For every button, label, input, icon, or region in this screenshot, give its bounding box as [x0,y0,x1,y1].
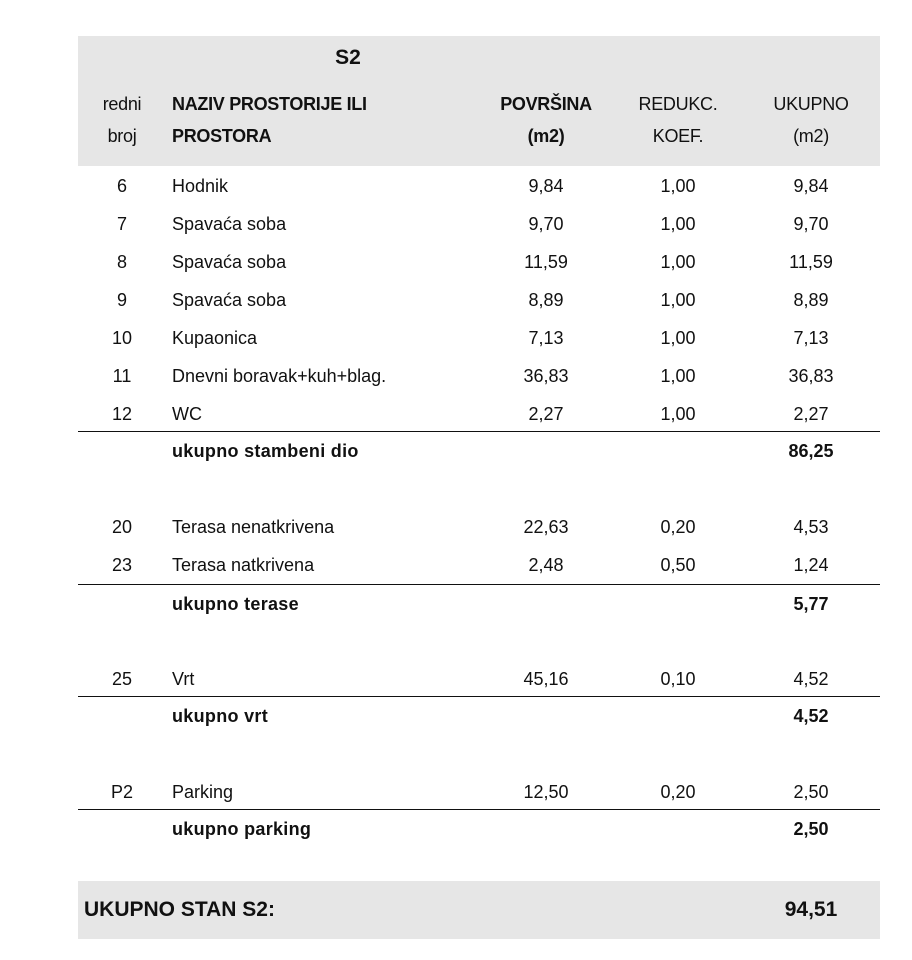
row-number: P2 [110,782,134,802]
room-name: Dnevni boravak+kuh+blag. [172,366,387,386]
row-number: 20 [111,517,133,537]
row-number: 12 [111,404,133,424]
table-row [78,319,880,357]
room-name: Hodnik [172,176,229,196]
subtotal-value: 2,50 [793,819,829,839]
room-area: 8,89 [528,290,564,310]
table-row [78,167,880,205]
row-number: 9 [116,290,127,310]
header-povrsina [482,88,610,152]
reduction-coef: 0,50 [660,555,696,575]
row-number: 8 [116,252,127,272]
room-name: Kupaonica [172,328,258,348]
header-ukupno [751,88,871,152]
room-name: Vrt [172,669,195,689]
room-area: 11,59 [524,252,568,272]
grand-total-label: UKUPNO STAN S2: [84,898,275,921]
title-band [78,36,880,81]
reduction-coef: 0,20 [660,782,696,802]
header-tot-line1: UKUPNO [773,94,849,114]
room-area: 2,48 [528,555,564,575]
header-red-line2: KOEF. [652,126,704,146]
row-total: 4,52 [793,669,829,689]
header-area-line2: (m2) [527,126,565,146]
reduction-coef: 1,00 [660,404,696,424]
table-row [78,508,880,546]
subtotal-row-terase [78,584,880,623]
subtotal-row-vrt [78,696,880,735]
reduction-coef: 1,00 [660,290,696,310]
row-number: 23 [111,555,133,575]
room-area: 45,16 [523,669,569,689]
room-area: 12,50 [523,782,569,802]
row-total: 1,24 [793,555,829,575]
table-title: S2 [335,46,361,69]
row-total: 9,70 [793,214,829,234]
room-name: Parking [172,782,234,802]
header-name-line1: NAZIV PROSTORIJE ILI [172,94,367,114]
table-row [78,357,880,395]
row-total: 4,53 [793,517,829,537]
header-naziv [172,88,367,152]
table-row [78,773,880,811]
room-area: 7,13 [528,328,564,348]
subtotal-value: 86,25 [788,441,834,461]
row-number: 25 [111,669,133,689]
room-area: 2,27 [528,404,564,424]
reduction-coef: 0,20 [660,517,696,537]
room-area: 36,83 [523,366,569,386]
header-num-line2: broj [107,126,137,146]
reduction-coef: 1,00 [660,366,696,386]
table-row [78,660,880,698]
subtotal-value: 5,77 [793,594,829,614]
header-num-line1: redni [102,94,142,114]
header-tot-line2: (m2) [793,126,829,146]
subtotal-label: ukupno stambeni dio [172,441,359,461]
row-number: 6 [116,176,127,196]
row-total: 11,59 [789,252,833,272]
table-row [78,205,880,243]
subtotal-label: ukupno terase [172,594,299,614]
row-total: 2,27 [793,404,829,424]
grand-total-value: 94,51 [784,898,838,921]
reduction-coef: 1,00 [660,214,696,234]
row-number: 7 [116,214,127,234]
subtotal-label: ukupno parking [172,819,312,839]
reduction-coef: 1,00 [660,328,696,348]
reduction-coef: 1,00 [660,252,696,272]
subtotal-row-stambeni [78,431,880,470]
row-total: 8,89 [793,290,829,310]
header-name-line2: PROSTORA [172,126,272,146]
table-row [78,546,880,584]
row-total: 9,84 [793,176,829,196]
area-table [78,36,880,940]
subtotal-value: 4,52 [793,706,829,726]
room-area: 9,84 [528,176,564,196]
grand-total-band [78,881,880,939]
header-red-line1: REDUKC. [638,94,718,114]
row-number: 11 [112,366,132,386]
reduction-coef: 1,00 [660,176,696,196]
room-name: Spavaća soba [172,252,287,272]
subtotal-row-parking [78,809,880,848]
header-redni-broj [78,88,166,152]
header-redukc [623,88,733,152]
reduction-coef: 0,10 [660,669,696,689]
header-area-line1: POVRŠINA [500,94,592,114]
row-total: 2,50 [793,782,829,802]
table-row [78,281,880,319]
room-name: WC [172,404,202,424]
room-name: Terasa nenatkrivena [172,517,335,537]
row-number: 10 [111,328,133,348]
subtotal-label: ukupno vrt [172,706,268,726]
room-area: 9,70 [528,214,564,234]
room-area: 22,63 [523,517,569,537]
table-row [78,243,880,281]
row-total: 7,13 [793,328,829,348]
table-row [78,395,880,433]
row-total: 36,83 [788,366,834,386]
room-name: Terasa natkrivena [172,555,315,575]
room-name: Spavaća soba [172,214,287,234]
room-name: Spavaća soba [172,290,287,310]
